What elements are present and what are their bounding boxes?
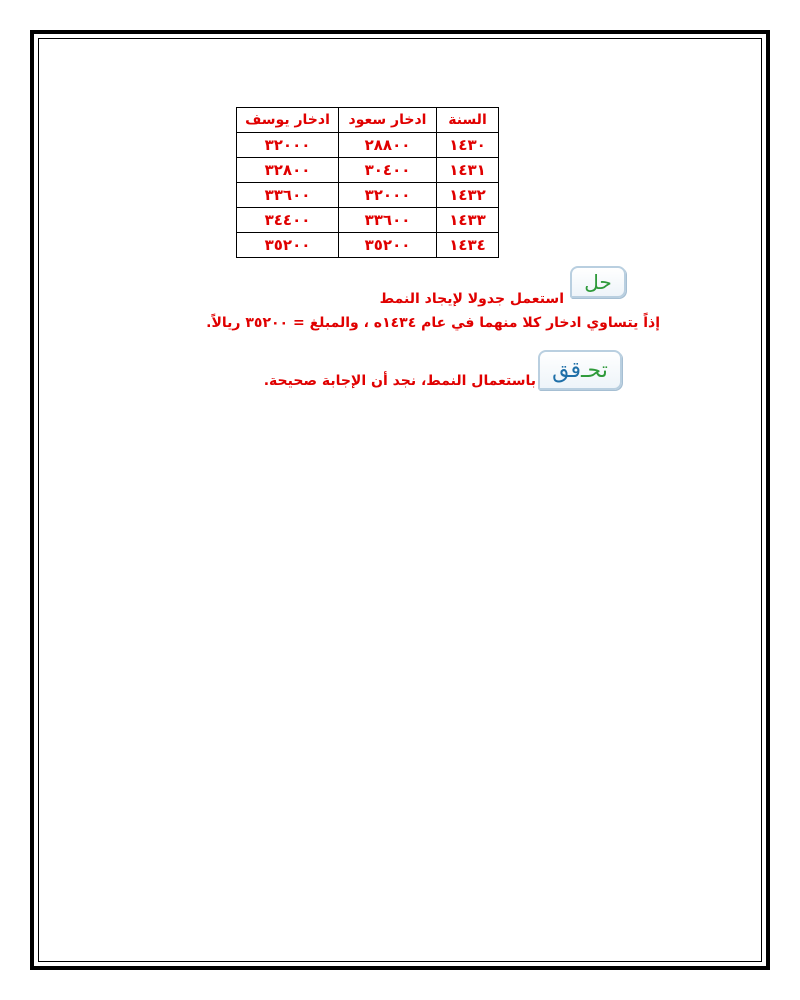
table-row (237, 208, 499, 233)
table-row (237, 158, 499, 183)
cell-year: ١٤٣١ (437, 158, 499, 183)
cell-year: ١٤٣٢ (437, 183, 499, 208)
cell-yousef: ٣٢٠٠٠ (237, 133, 339, 158)
cell-yousef: ٣٣٦٠٠ (237, 183, 339, 208)
cell-saud: ٣٣٦٠٠ (339, 208, 437, 233)
cell-saud: ٢٨٨٠٠ (339, 133, 437, 158)
table-row (237, 233, 499, 258)
cell-yousef: ٣٢٨٠٠ (237, 158, 339, 183)
cell-year: ١٤٣٠ (437, 133, 499, 158)
cell-saud: ٣٥٢٠٠ (339, 233, 437, 258)
header-year: السنة (437, 108, 499, 133)
solve-badge (570, 266, 626, 298)
solve-instruction: استعمل جدولا لإيجاد النمط (379, 291, 564, 307)
verify-badge-label-part1: تحـ (581, 357, 608, 383)
cell-year: ١٤٣٤ (437, 233, 499, 258)
solve-answer: إذاً يتساوي ادخار كلا منهما في عام ١٤٣٤ه ، والمبلغ = ٣٥٢٠٠ ريالاً. (206, 315, 660, 331)
header-saud-savings: ادخار سعود (339, 108, 437, 133)
cell-year: ١٤٣٣ (437, 208, 499, 233)
cell-saud: ٣٠٤٠٠ (339, 158, 437, 183)
verify-text: باستعمال النمط، نجد أن الإجابة صحيحة. (263, 373, 536, 389)
table-row (237, 133, 499, 158)
header-yousef-savings: ادخار يوسف (237, 108, 339, 133)
solve-badge-label: حل (584, 270, 612, 294)
table-row (237, 183, 499, 208)
table-header-row (237, 108, 499, 133)
verify-badge-label-part2: قق (552, 357, 582, 383)
cell-yousef: ٣٤٤٠٠ (237, 208, 339, 233)
cell-yousef: ٣٥٢٠٠ (237, 233, 339, 258)
cell-saud: ٣٢٠٠٠ (339, 183, 437, 208)
verify-badge (538, 350, 622, 390)
savings-table (236, 107, 499, 258)
